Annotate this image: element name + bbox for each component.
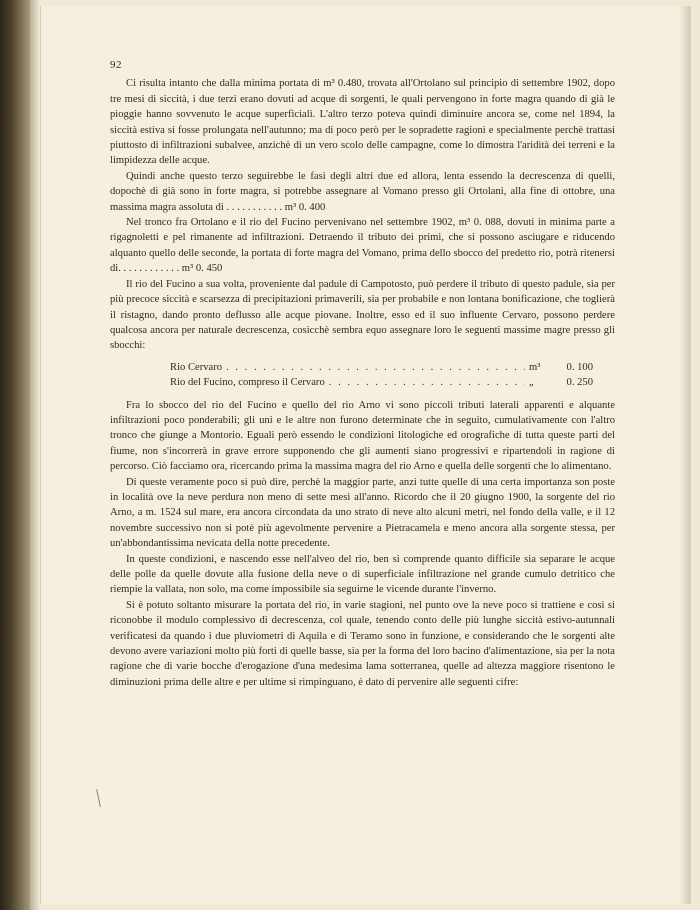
list-item-value: 0. 250 — [566, 377, 593, 389]
paragraph-3: Nel tronco fra Ortolano e il rio del Fucino pervenivano nel settembre 1902, m³ 0. 088, dovuti in minima parte a rigagnoletti e pel rimanente ad infiltrazioni. Detraendo il tributo dei primi, che si possono asciugare e riducendo alquanto quello delle seconde, la portata di forte magra del Vomano, prima dello sbocco del predetto rio, potrà ritenersi di. . . . . . . . . . . . m³ 0. 450 — [110, 217, 615, 275]
book-binding — [0, 0, 30, 910]
paragraph-2: Quindi anche questo terzo seguirebbe le fasi degli altri due ed allora, lenta essendo la decrescenza di quelli, dopochè di già sono in forte magra, si potrebbe assegnare al Vomano presso gli Ortolani, alla fine di ottobre, una massima magra assoluta di . . . . . . . . . . . m³ 0. 400 — [110, 170, 615, 213]
leader-dots — [226, 360, 525, 375]
paragraph-5: Fra lo sbocco del rio del Fucino e quello del rio Arno vi sono piccoli tributi laterali apparenti e alquante infiltrazioni poco ponderabili; gli uni e le altre non furono determinate che in seguito, cumulativamente con l'altro tronco che giunge a Montorio. Eguali però essendo le condizioni litologiche ed orografiche di tutta queste parti del fiume, non s'incorrerà in grave errore supponendo che gli aumenti siano progressivi e ripartendoli in ragione di percorso. Ciò facciamo ora, ricercando prima la massima magra del rio Arno e quella delle sorgenti che lo alimentano. — [110, 399, 615, 473]
list-item-unit: „ — [529, 377, 534, 389]
list-item-value: 0. 100 — [566, 361, 593, 373]
binding-shadow — [30, 0, 40, 910]
list-item-label: Rio Cervaro — [170, 361, 223, 373]
page-content — [110, 58, 615, 690]
paragraph-8: Si è potuto soltanto misurare la portata del rio, in varie stagioni, nel punto ove la neve poco si trattiene e così si riconobbe il modulo complessivo di decrescenza, col quale, tenendo conto delle più lunghe siccità estivo-autunnali verificatesi da quando i due pluviometri di Aquila e di Teramo sono in funzione, e considerando che le sorgenti alte devono avere variazioni molto più forti di quelle basse, sia per la forma del loro bacino d'alimentazione, sia per la nota ragione che di varie bocche d'erogazione d'una medesima lama sotterranea, quelle ad altezza maggiore risentono le diminuzioni prima delle altre e per ultime si rimpinguano, è dato di pervenire alle seguenti cifre: — [110, 599, 615, 688]
page-number: 92 — [110, 59, 122, 71]
paragraph-4: Il rio del Fucino a sua volta, proveniente dal padule di Campotosto, può perdere il tributo di questo padule, sia per più precoce siccità e scarsezza di precipitazioni primaverili, sia per probabile e non lontana bonificazione, che toglierà il ristagno, dando pronto deflusso alle acque piovane. Inoltre, esso ed il suo influente Cervaro, possono perdere qualcosa ancora per naturale decrescenza, cosicchè sembra equo assegnare loro le seguenti massime magre presso gli sbocchi: — [110, 278, 615, 352]
paragraph-1: Ci risulta intanto che dalla minima portata di m³ 0.480, trovata all'Ortolano sul principio di settembre 1902, dopo tre mesi di siccità, i due terzi erano dovuti ad acque di sorgenti, le quali pervengono in forte magra quando di già le pioggie hanno sovvenuto le acque superficiali. L'altro terzo poteva quindi diminuire ancora se, come nel 1894, la siccità estiva si fosse prolungata nell'autunno; ma di poco però per le sopradette ragioni e specialmente perchè trattasi piuttosto di infiltrazioni subalvee, anzichè di un vero scolo delle campagne, come lo dimostra l'aridità dei terreni e la limpidezza delle acque. — [110, 78, 615, 167]
leader-dots — [329, 375, 525, 390]
list-item-label: Rio del Fucino, compreso il Cervaro — [170, 377, 325, 389]
list-item — [110, 375, 615, 390]
page-edge — [679, 6, 691, 904]
paragraph-6: Di queste veramente poco si può dire, perchè la maggior parte, anzi tutte quelle di una certa importanza son poste in località ove la neve perdura non meno di sette mesi all'anno. Ricordo che il 20 giugno 1900, la sorgente del rio Arno, a m. 1524 sul mare, era ancora circondata da uno strato di neve alto alcuni metri, nel fondo della valle, e il 12 novembre successivo non si potè più agevolmente pervenire a Pietracamela e meno ancora alla sorgente stessa, per un'abbondantissima nevicata della notte precedente. — [110, 476, 615, 550]
magre-list — [110, 360, 615, 391]
list-item — [110, 360, 615, 375]
list-item-unit: m³ — [529, 361, 541, 373]
paragraph-7: In queste condizioni, e nascendo esse nell'alveo del rio, ben si comprende quanto difficile sia separare le acque delle polle da quelle dovute alla fusione della neve o di superficiale infiltrazione nel grande cumulo detritico che riempie la vallata, non solo, ma come impossibile sia seguirne le vicende durante l'inverno. — [110, 553, 615, 596]
